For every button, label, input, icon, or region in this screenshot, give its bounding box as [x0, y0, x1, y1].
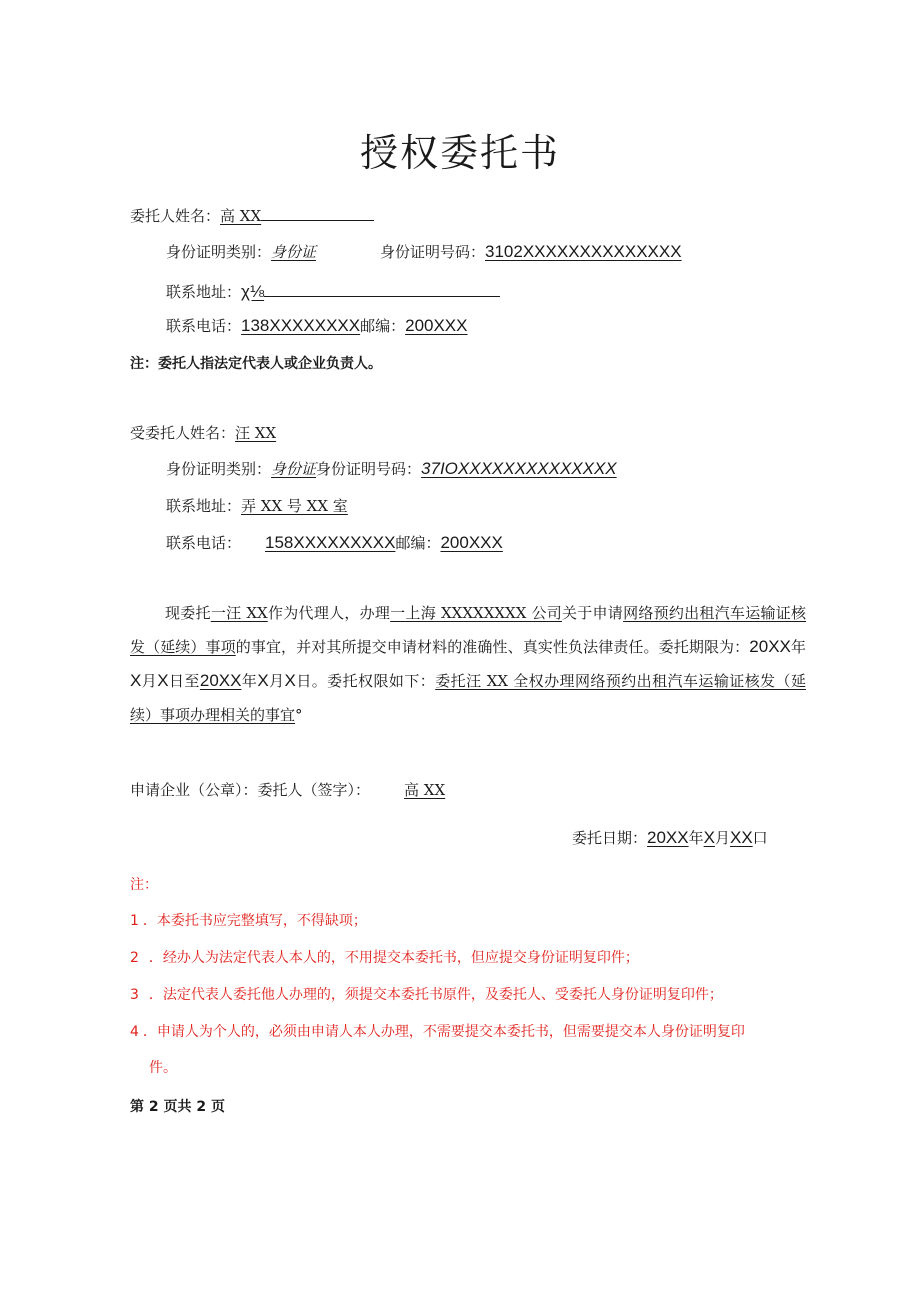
body-start-day: X [157, 671, 169, 690]
principal-phone-line [166, 315, 468, 337]
date-day: XX [729, 828, 753, 847]
principal-sign-label: 委托人（签字）： [257, 781, 371, 799]
principal-id-no-line [380, 241, 682, 263]
note-item-3 [130, 984, 723, 1006]
authorization-paragraph [130, 596, 806, 732]
body-scope: 委托汪 XX 全权办理网络预约出租汽车运输证核发（延续）事项办理相关的事宜 [130, 672, 806, 724]
principal-name-line [130, 204, 374, 227]
body-text: 现委托 [165, 604, 211, 622]
date-year: 20XX [647, 828, 689, 847]
agent-phone-label: 联系电话： [166, 534, 242, 552]
date-month-unit: 月 [714, 829, 730, 847]
principal-name-label: 委托人姓名： [130, 207, 221, 225]
signature-line [130, 779, 445, 801]
principal-signature: 高 XX [404, 781, 446, 799]
principal-note: 注：委托人指法定代表人或企业负责人。 [130, 356, 382, 372]
note-item-2 [130, 947, 639, 969]
body-agent-name: 一汪 XX [210, 604, 268, 622]
agent-name-label: 受委托人姓名： [130, 424, 236, 442]
body-text: 年 [790, 638, 806, 656]
principal-phone-label: 联系电话： [166, 317, 242, 335]
date-month: X [703, 828, 715, 847]
note-number: 2 [130, 950, 139, 966]
note-text: ．申请人为个人的，必须由申请人本人办理，不需要提交本委托书，但需要提交本人身份证明复印 [142, 1024, 745, 1040]
entrust-date-line [572, 827, 768, 849]
agent-id-type-value: 身份证 [271, 460, 317, 478]
principal-name-value: 高 XX [220, 207, 262, 225]
company-seal-label: 申请企业（公章）： [130, 781, 258, 799]
page-number: 第 2 页共 2 页 [130, 1099, 225, 1115]
principal-phone-value: 138XXXXXXXX [241, 316, 361, 335]
body-matter: 网络预约出租汽车运输证核发（延续）事项 [130, 604, 806, 656]
date-label: 委托日期： [572, 829, 648, 847]
note-item-1 [130, 910, 367, 932]
principal-address-blank [264, 280, 500, 297]
date-day-unit: 口 [752, 829, 768, 847]
principal-id-type-value: 身份证 [271, 243, 317, 261]
principal-id-type-label: 身份证明类别： [166, 243, 272, 261]
principal-id-line [166, 241, 316, 263]
agent-id-no-value: 37IOXXXXXXXXXXXXXX [421, 459, 617, 478]
note-item-4-continued: 件。 [149, 1060, 177, 1076]
principal-address-label: 联系地址： [166, 283, 242, 301]
principal-id-no-value: 3102XXXXXXXXXXXXXX [485, 242, 682, 261]
document-title: 授权委托书 [359, 131, 560, 175]
body-text: ° [295, 706, 303, 724]
body-text: 日。委托权限如下： [295, 672, 436, 690]
body-text: 月 [141, 672, 158, 690]
agent-address-label: 联系地址： [166, 497, 242, 515]
agent-name-value: 汪 XX [235, 424, 277, 442]
note-text: ．本委托书应完整填写，不得缺项； [142, 913, 367, 929]
agent-phone-value: 158XXXXXXXXX [265, 533, 396, 552]
note-text: ．法定代表人委托他人办理的，须提交本委托书原件，及委托人、受委托人身份证明复印件； [148, 987, 723, 1003]
body-end-year: 20XX [199, 671, 242, 690]
note-number: 1 [130, 913, 139, 929]
body-text: 日至 [168, 672, 200, 690]
body-start-year: 20XX [749, 637, 791, 656]
agent-address-line [166, 495, 348, 517]
principal-name-blank [261, 204, 374, 221]
body-text: 关于申请 [561, 604, 624, 622]
agent-address-value: 弄 XX 号 XX 室 [241, 497, 348, 515]
agent-name-line [130, 422, 276, 444]
body-text: 年 [241, 672, 258, 690]
note-text: ．经办人为法定代表人本人的，不用提交本委托书，但应提交身份证明复印件； [148, 950, 639, 966]
agent-id-no-label: 身份证明号码： [316, 460, 422, 478]
body-company: 一上海 XXXXXXXX 公司 [390, 604, 562, 622]
agent-id-line [166, 458, 617, 480]
note-number: 4 [130, 1024, 139, 1040]
body-text: 月 [268, 672, 285, 690]
agent-phone-line [166, 532, 503, 554]
body-end-month: X [257, 671, 269, 690]
body-text: 的事宜，并对其所提交申请材料的准确性、真实性负法律责任。委托期限为： [235, 638, 750, 656]
principal-address-value: χ⅛ [241, 282, 265, 301]
note-item-4 [130, 1021, 745, 1043]
body-text: 作为代理人，办理 [267, 604, 391, 622]
principal-address-line [166, 280, 500, 303]
date-year-unit: 年 [688, 829, 704, 847]
principal-postcode-label: 邮编： [360, 317, 406, 335]
agent-postcode-value: 200XXX [440, 533, 503, 552]
principal-id-no-label: 身份证明号码： [380, 243, 486, 261]
agent-postcode-label: 邮编： [395, 534, 441, 552]
notes-heading: 注： [130, 877, 158, 893]
body-start-month: X [130, 671, 142, 690]
note-number: 3 [130, 987, 139, 1003]
body-end-day: X [284, 671, 296, 690]
principal-postcode-value: 200XXX [405, 316, 468, 335]
agent-id-type-label: 身份证明类别： [166, 460, 272, 478]
